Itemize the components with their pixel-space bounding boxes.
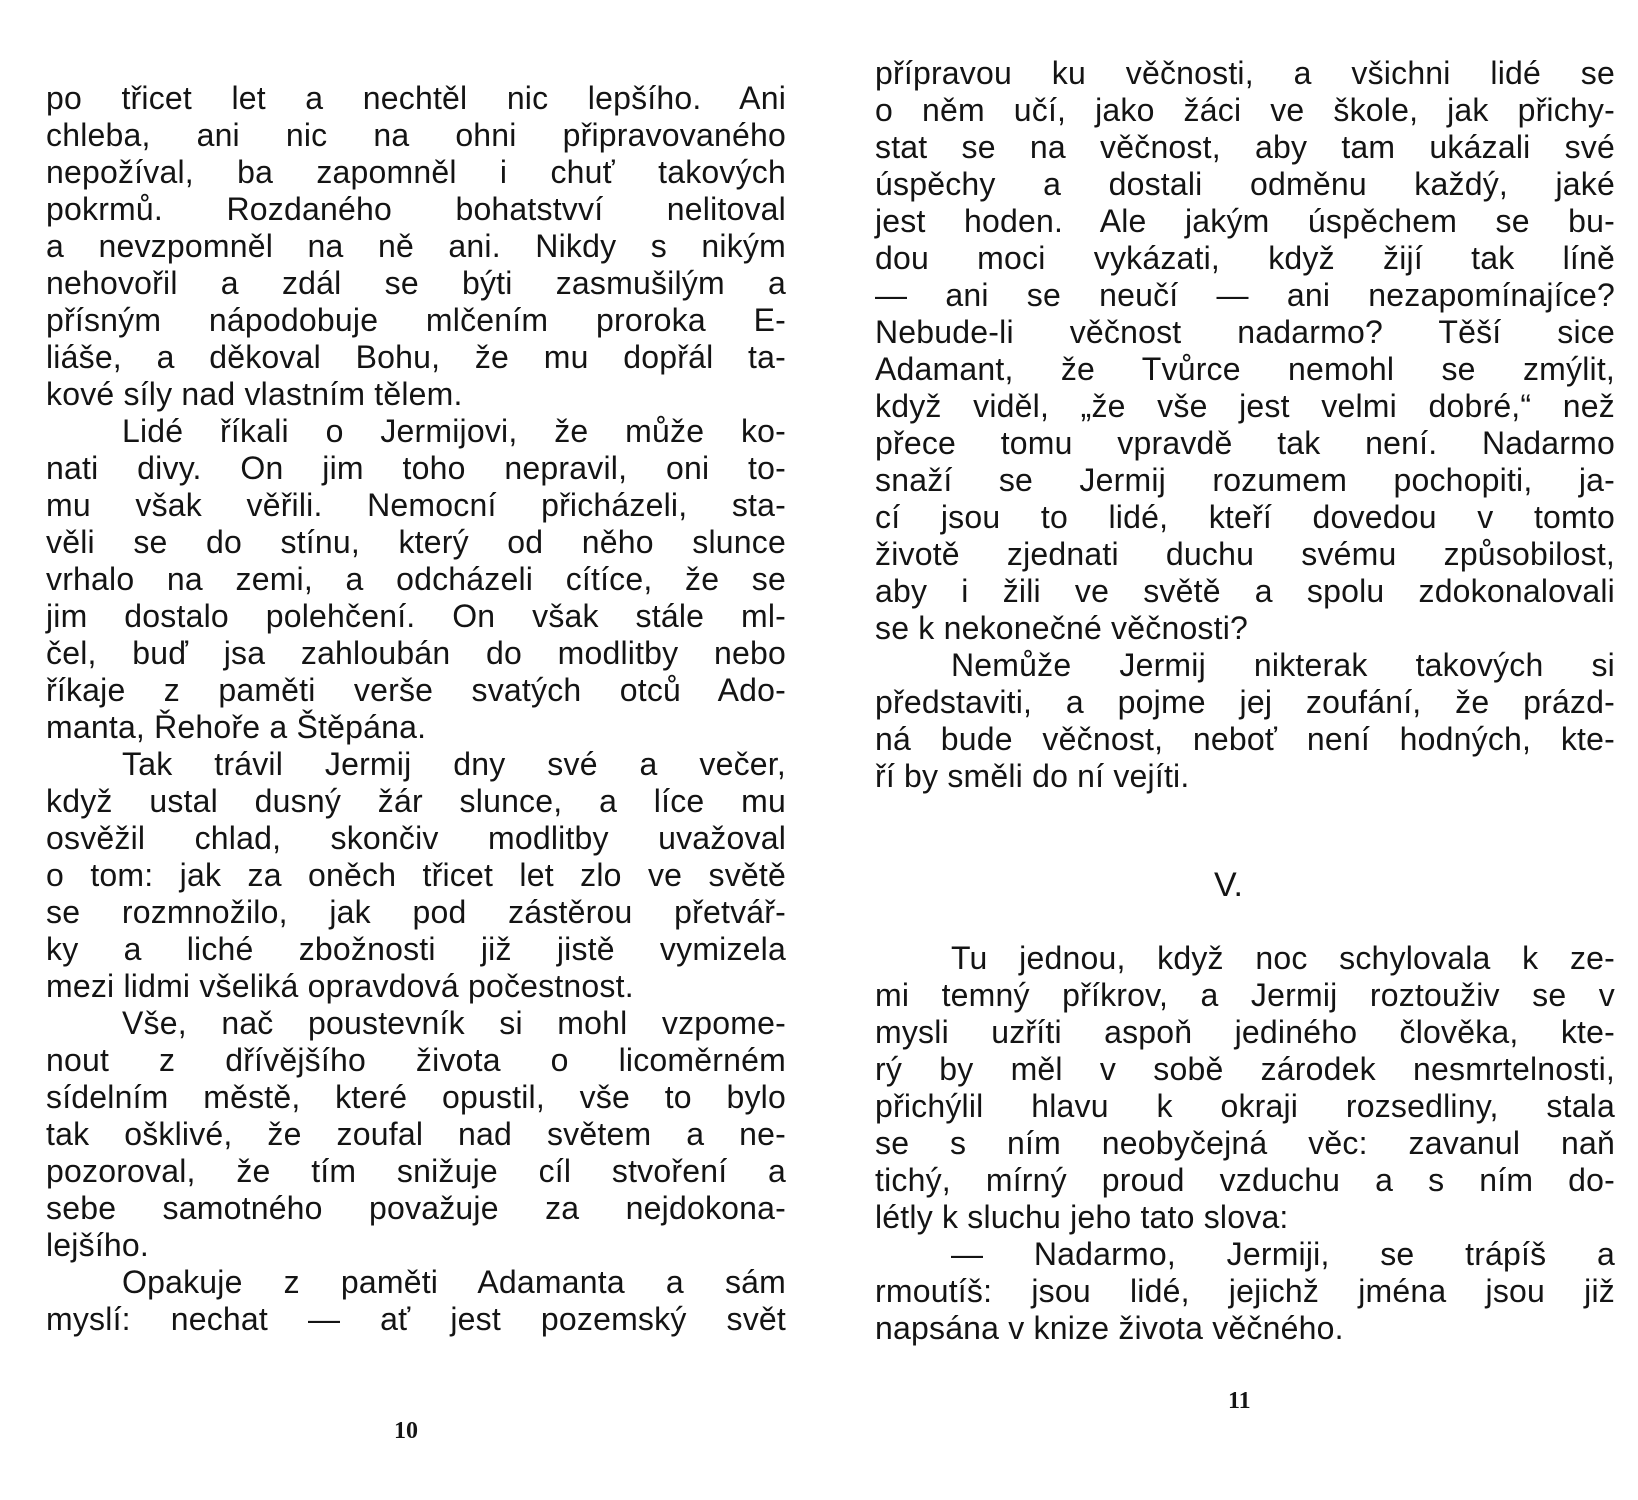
text-line: osvěžil chlad, skončiv modlitby uvažoval	[46, 820, 786, 856]
text-line: rmoutíš: jsou lidé, jejichž jména jsou již	[875, 1273, 1615, 1309]
chapter-heading: V.	[1213, 866, 1243, 904]
paragraph-first-line: Lidé říkali o Jermijovi, že může ko-	[122, 413, 786, 449]
text-line: sídelním městě, které opustil, vše to bylo	[46, 1079, 786, 1115]
text-line: rý by měl v sobě zárodek nesmrtelnosti,	[875, 1051, 1615, 1087]
paragraph-first-line: Tak trávil Jermij dny své a večer,	[122, 746, 786, 782]
right-page-text-bottom	[875, 940, 1615, 1347]
text-line: tak ošklivé, že zoufal nad světem a ne-	[46, 1116, 786, 1152]
text-line: a nevzpomněl na ně ani. Nikdy s nikým	[46, 228, 786, 264]
text-line: kové síly nad vlastním tělem.	[46, 376, 463, 412]
text-line: dou moci vykázati, když žijí tak líně	[875, 240, 1615, 276]
paragraph-first-line: Vše, nač poustevník si mohl vzpome-	[122, 1005, 786, 1041]
text-line: přísným nápodobuje mlčením proroka E-	[46, 302, 786, 338]
text-line: aby i žili ve světě a spolu zdokonalovali	[875, 573, 1615, 609]
text-line: když viděl, „že vše jest velmi dobré,“ než	[875, 388, 1615, 424]
text-line: se k nekonečné věčnosti?	[875, 610, 1249, 646]
page-number: 11	[1228, 1388, 1251, 1414]
right-page	[819, 0, 1638, 1500]
text-line: věli se do stínu, který od něho slunce	[46, 524, 786, 560]
text-line: mysli uzříti aspoň jediného člověka, kte-	[875, 1014, 1615, 1050]
text-line: přece tomu vpravdě tak není. Nadarmo	[875, 425, 1615, 461]
paragraph-first-line: Nemůže Jermij nikterak takových si	[951, 647, 1615, 683]
paragraph-first-line: — Nadarmo, Jermiji, se trápíš a	[951, 1236, 1615, 1272]
text-line: ky a liché zbožnosti již jistě vymizela	[46, 931, 786, 967]
text-line: sebe samotného považuje za nejdokona-	[46, 1190, 786, 1226]
text-line: Nebude-li věčnost nadarmo? Těší sice	[875, 314, 1615, 350]
text-line: myslí: nechat — ať jest pozemský svět	[46, 1301, 786, 1337]
right-page-text-top	[875, 55, 1615, 795]
text-line: pokrmů. Rozdaného bohatstvví nelitoval	[46, 191, 786, 227]
text-line: jest hoden. Ale jakým úspěchem se bu-	[875, 203, 1615, 239]
text-line: mi temný příkrov, a Jermij roztouživ se v	[875, 977, 1615, 1013]
text-line: chleba, ani nic na ohni připravovaného	[46, 117, 786, 153]
text-line: manta, Řehoře a Štěpána.	[46, 709, 427, 745]
text-line: se rozmnožilo, jak pod zástěrou přetvář-	[46, 894, 786, 930]
left-page-text	[46, 80, 786, 1338]
text-line: po třicet let a nechtěl nic lepšího. Ani	[46, 80, 786, 116]
text-line: o tom: jak za oněch třicet let zlo ve světě	[46, 857, 786, 893]
text-line: životě zjednati duchu svému způsobilost,	[875, 536, 1615, 572]
text-line: liáše, a děkoval Bohu, že mu dopřál ta-	[46, 339, 786, 375]
text-line: lejšího.	[46, 1227, 149, 1263]
text-line: napsána v knize života věčného.	[875, 1310, 1344, 1346]
text-line: tichý, mírný proud vzduchu a s ním do-	[875, 1162, 1615, 1198]
text-line: mezi lidmi všeliká opravdová počestnost.	[46, 968, 634, 1004]
text-line: stat se na věčnost, aby tam ukázali své	[875, 129, 1615, 165]
text-line: úspěchy a dostali odměnu každý, jaké	[875, 166, 1615, 202]
text-line: přípravou ku věčnosti, a všichni lidé se	[875, 55, 1615, 91]
text-line: říkaje z paměti verše svatých otců Ado-	[46, 672, 786, 708]
page-number: 10	[394, 1418, 418, 1444]
text-line: cí jsou to lidé, kteří dovedou v tomto	[875, 499, 1615, 535]
text-line: mu však věřili. Nemocní přicházeli, sta-	[46, 487, 786, 523]
text-line: představiti, a pojme jej zoufání, že prázd-	[875, 684, 1615, 720]
text-line: létly k sluchu jeho tato slova:	[875, 1199, 1289, 1235]
text-line: o něm učí, jako žáci ve škole, jak přichy-	[875, 92, 1615, 128]
text-line: se s ním neobyčejná věc: zavanul naň	[875, 1125, 1615, 1161]
text-line: nout z dřívějšího života o licoměrném	[46, 1042, 786, 1078]
text-line: ří by směli do ní vejíti.	[875, 758, 1190, 794]
text-line: Adamant, že Tvůrce nemohl se zmýlit,	[875, 351, 1615, 387]
text-line: čel, buď jsa zahloubán do modlitby nebo	[46, 635, 786, 671]
text-line: přichýlil hlavu k okraji rozsedliny, stala	[875, 1088, 1615, 1124]
text-line: nepožíval, ba zapomněl i chuť takových	[46, 154, 786, 190]
text-line: nehovořil a zdál se býti zasmušilým a	[46, 265, 786, 301]
text-line: jim dostalo polehčení. On však stále ml-	[46, 598, 786, 634]
text-line: ná bude věčnost, neboť není hodných, kte-	[875, 721, 1615, 757]
text-line: nati divy. On jim toho nepravil, oni to-	[46, 450, 786, 486]
text-line: — ani se neučí — ani nezapomínajíce?	[875, 277, 1615, 313]
paragraph-first-line: Tu jednou, když noc schylovala k ze-	[951, 940, 1615, 976]
text-line: pozoroval, že tím snižuje cíl stvoření a	[46, 1153, 786, 1189]
text-line: když ustal dusný žár slunce, a líce mu	[46, 783, 786, 819]
text-line: snaží se Jermij rozumem pochopiti, ja-	[875, 462, 1615, 498]
paragraph-first-line: Opakuje z paměti Adamanta a sám	[122, 1264, 786, 1300]
text-line: vrhalo na zemi, a odcházeli cítíce, že se	[46, 561, 786, 597]
